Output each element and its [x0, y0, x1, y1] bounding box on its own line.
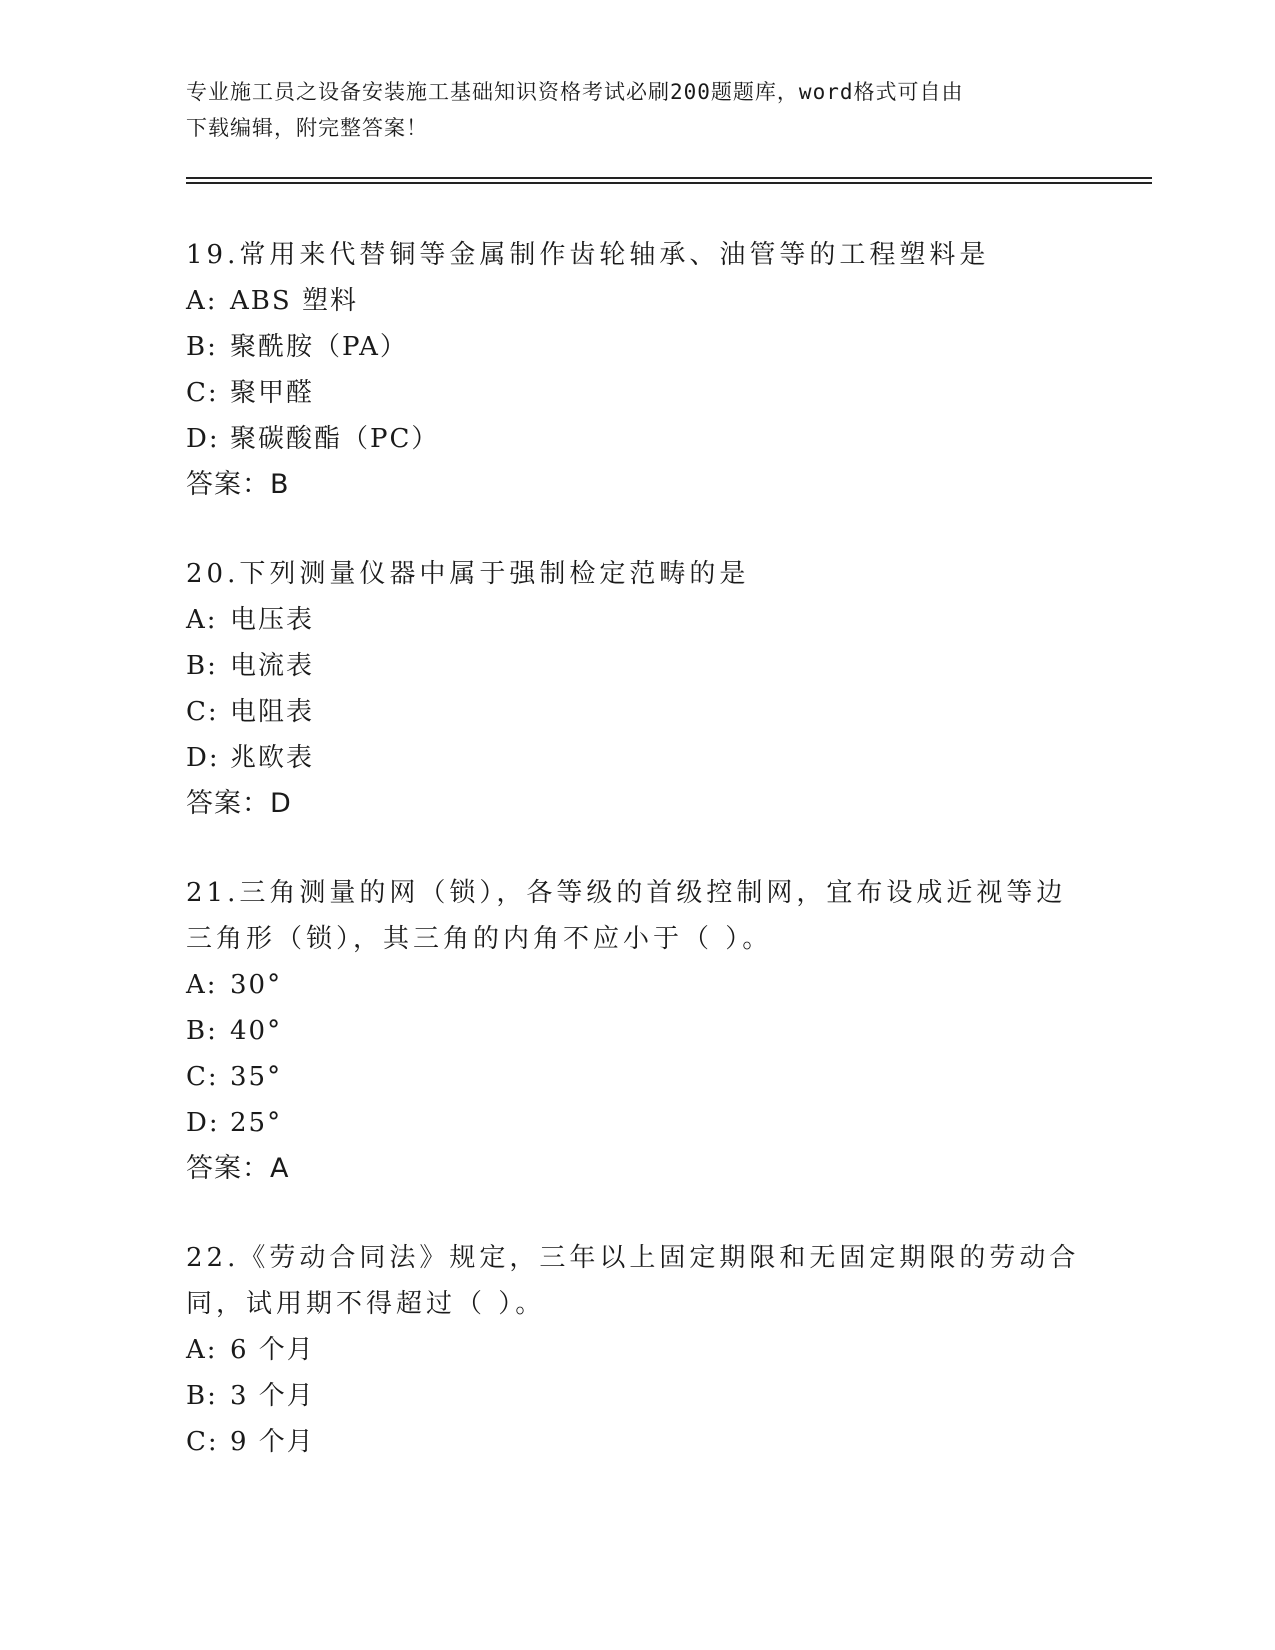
option-key: A: [186, 286, 218, 316]
option-text: 聚甲醛 [230, 378, 315, 408]
option-text: 聚酰胺（PA） [230, 332, 408, 362]
answer-line: 答案：D [186, 788, 292, 819]
option-b [186, 1373, 1086, 1419]
option-text: 35° [230, 1062, 283, 1092]
option-key: C: [186, 1427, 219, 1457]
option-b [186, 1008, 1086, 1054]
option-key: B: [186, 332, 218, 362]
answer-line: 答案：A [186, 1153, 290, 1184]
question-stem: 19.常用来代替铜等金属制作齿轮轴承、油管等的工程塑料是 [186, 240, 990, 270]
option-text: 聚碳酸酯（PC） [230, 424, 440, 454]
question-19 [186, 232, 1086, 508]
answer-line: 答案：B [186, 469, 290, 500]
option-c [186, 1419, 1086, 1465]
option-a [186, 597, 1086, 643]
option-key: D: [186, 424, 220, 454]
question-stem: 20.下列测量仪器中属于强制检定范畴的是 [186, 559, 750, 589]
description-line-1: 专业施工员之设备安装施工基础知识资格考试必刷200题题库，word格式可自由 [186, 80, 964, 104]
option-c [186, 1054, 1086, 1100]
option-text: 9 个月 [230, 1427, 315, 1457]
option-text: 电阻表 [230, 697, 315, 727]
document-description [186, 74, 1066, 146]
option-text: ABS 塑料 [230, 286, 358, 316]
option-d [186, 735, 1086, 781]
option-b [186, 643, 1086, 689]
option-text: 6 个月 [230, 1335, 315, 1365]
header-divider-bottom [186, 182, 1152, 184]
option-text: 30° [230, 970, 283, 1000]
header-divider-top [186, 177, 1152, 179]
option-key: A: [186, 605, 218, 635]
question-21 [186, 870, 1086, 1192]
option-key: D: [186, 743, 220, 773]
option-text: 40° [230, 1016, 283, 1046]
option-c [186, 689, 1086, 735]
question-22 [186, 1235, 1086, 1465]
question-stem: 22.《劳动合同法》规定，三年以上固定期限和无固定期限的劳动合同，试用期不得超过（ ）。 [186, 1243, 1080, 1319]
option-text: 25° [230, 1108, 283, 1138]
option-b [186, 324, 1086, 370]
option-d [186, 1100, 1086, 1146]
option-text: 电流表 [230, 651, 315, 681]
description-line-2: 下载编辑，附完整答案！ [186, 116, 428, 140]
option-key: C: [186, 378, 219, 408]
option-text: 兆欧表 [230, 743, 315, 773]
question-20 [186, 551, 1086, 827]
option-key: A: [186, 1335, 218, 1365]
option-key: C: [186, 697, 219, 727]
question-stem: 21.三角测量的网（锁），各等级的首级控制网，宜布设成近视等边三角形（锁），其三角的内角不应小于（ ）。 [186, 878, 1067, 954]
option-key: B: [186, 651, 218, 681]
option-text: 电压表 [230, 605, 315, 635]
option-c [186, 370, 1086, 416]
option-key: D: [186, 1108, 220, 1138]
option-key: B: [186, 1381, 218, 1411]
option-text: 3 个月 [230, 1381, 315, 1411]
option-a [186, 278, 1086, 324]
option-d [186, 416, 1086, 462]
option-key: A: [186, 970, 218, 1000]
option-a [186, 962, 1086, 1008]
option-a [186, 1327, 1086, 1373]
option-key: B: [186, 1016, 218, 1046]
option-key: C: [186, 1062, 219, 1092]
